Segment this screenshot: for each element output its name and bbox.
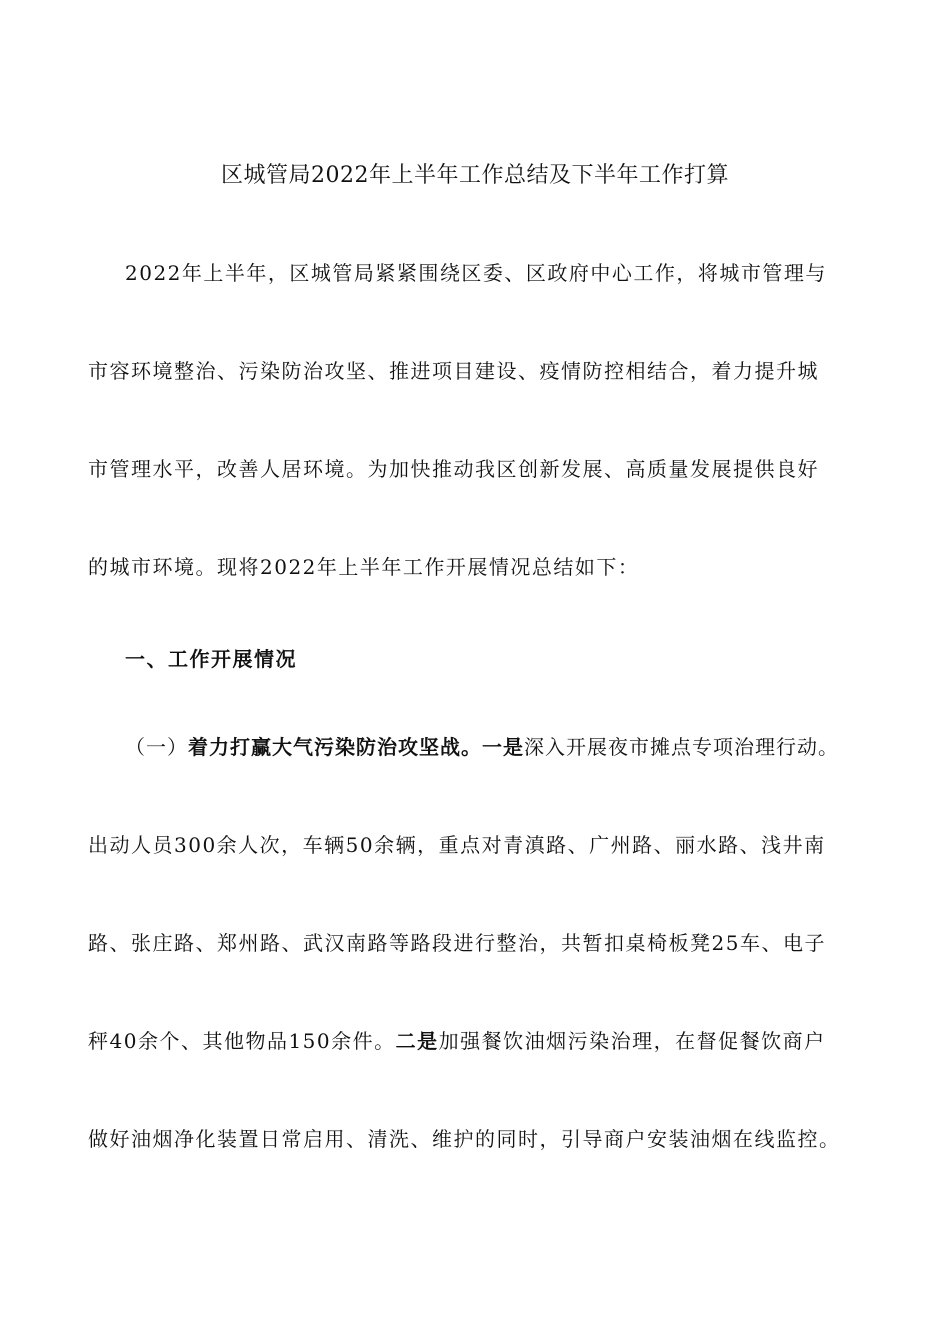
sub1-bold-second: 二是 [395, 1029, 439, 1053]
sub1-line1-rest: 深入开展夜市摊点专项治理行动。 [524, 735, 839, 759]
intro-line-4: 的城市环境。现将2022年上半年工作开展情况总结如下： [88, 555, 640, 579]
section-heading: 一、工作开展情况 [125, 647, 297, 671]
intro-line-2: 市容环境整治、污染防治攻坚、推进项目建设、疫情防控相结合，着力提升城 [88, 359, 819, 383]
sub1-bold-first: 一是 [482, 735, 524, 759]
intro-line-3: 市管理水平，改善人居环境。为加快推动我区创新发展、高质量发展提供良好 [88, 457, 819, 481]
sub1-prefix: （一） [125, 735, 188, 759]
sub1-line-2: 出动人员300余人次，车辆50余辆，重点对青滇路、广州路、丽水路、浅井南 [88, 833, 826, 857]
sub1-line-3: 路、张庄路、郑州路、武汉南路等路段进行整治，共暂扣桌椅板凳25车、电子 [88, 931, 826, 955]
document-title: 区城管局2022年上半年工作总结及下半年工作打算 [221, 163, 729, 188]
sub1-line-4 [88, 1025, 878, 1054]
sub1-line-1 [125, 731, 875, 760]
sub1-line-5: 做好油烟净化装置日常启用、清洗、维护的同时，引导商户安装油烟在线监控。 [88, 1127, 841, 1151]
sub1-bold-title: 着力打赢大气污染防治攻坚战。 [188, 735, 482, 759]
intro-line-1: 2022年上半年，区城管局紧紧围绕区委、区政府中心工作，将城市管理与 [125, 261, 827, 285]
sub1-line4-part1: 秤40余个、其他物品150余件。 [88, 1029, 396, 1053]
sub1-line4-part2: 加强餐饮油烟污染治理，在督促餐饮商户 [438, 1029, 826, 1053]
